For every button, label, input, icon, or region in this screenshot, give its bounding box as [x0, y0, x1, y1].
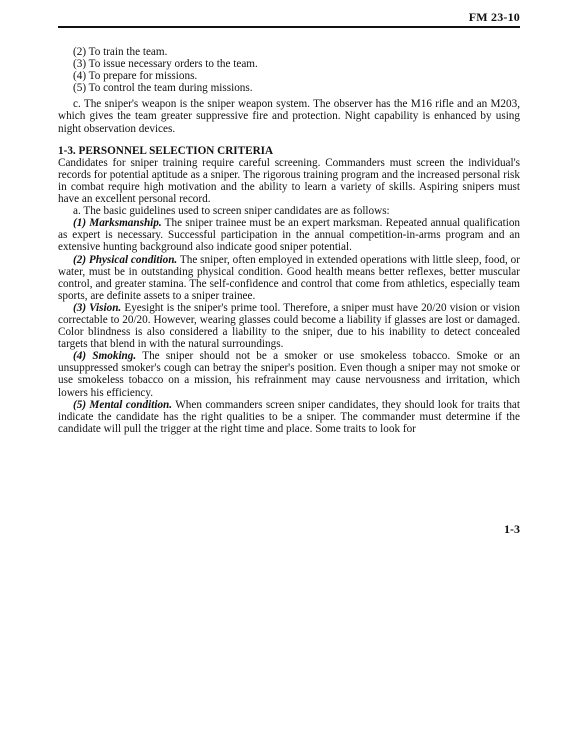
list-item: (3) To issue necessary orders to the team. [73, 58, 258, 71]
page-number: 1-3 [504, 522, 520, 536]
criteria-item-marksmanship [58, 217, 520, 253]
criteria-label: (3) Vision. [73, 301, 122, 314]
criteria-label: (1) Marksmanship. [73, 217, 162, 230]
criteria-item-vision [58, 302, 520, 350]
criteria-label: (5) Mental condition. [73, 398, 173, 411]
list-item: (5) To control the team during missions. [73, 82, 253, 95]
section-heading: 1-3. PERSONNEL SELECTION CRITERIA [58, 144, 274, 157]
criteria-text: The sniper should not be a smoker or use smokeless tobacco. Smoke or an unsuppressed smoker's cough can betray the sniper's position. Even though a sniper may not smoke or use smokeless tobacco on a mission, his refrainment may cause nervousness and irritation, which lowers his efficiency. [58, 350, 520, 399]
criteria-text: Eyesight is the sniper's prime tool. Therefore, a sniper must have 20/20 vision or vision correctable to 20/20. However, wearing glasses could become a liability if glasses are lost or damaged. Color blindness is also considered a liability to the sniper, due to his inability to detect concealed targets that blend in with the natural surroundings. [58, 301, 520, 351]
criteria-text: The sniper, often employed in extended operations with little sleep, food, or water, must be in outstanding physical condition. Good health means better reflexes, better muscular control, and greater stamina. The self-confidence and control that come from athletics, especially team sports, are definite assets to a sniper trainee. [58, 253, 520, 302]
criteria-text: When commanders screen sniper candidates, they should look for traits that indicate the candidate has the right qualities to be a sniper. The commander must determine if the candidate will pull the trigger at the right time and place. Some traits to look for [58, 398, 520, 435]
criteria-item-physical-condition [58, 254, 520, 302]
paragraph-a: a. The basic guidelines used to screen sniper candidates are as follows: [73, 205, 390, 218]
page-header [58, 6, 520, 28]
criteria-label: (2) Physical condition. [73, 253, 178, 266]
section-intro: Candidates for sniper training require careful screening. Commanders must screen the individual's records for potential aptitude as a sniper. The rigorous training program and the increased personal risk in combat require high motivation and the ability to learn a variety of skills. Aspiring snipers must have an excellent personal record. [58, 156, 520, 206]
document-code: FM 23-10 [468, 10, 520, 24]
document-page [58, 6, 521, 536]
list-item: (2) To train the team. [73, 46, 168, 58]
criteria-text: The sniper trainee must be an expert marksman. Repeated annual qualification as expert is necessary. Successful participation in the annual competition-in-arms program and an extensive hunting background also indicate good sniper potential. [58, 217, 521, 254]
list-item: (4) To prepare for missions. [73, 70, 198, 83]
criteria-item-mental-condition [58, 399, 520, 435]
criteria-label: (4) Smoking. [73, 350, 137, 363]
paragraph-c: c. The sniper's weapon is the sniper weapon system. The observer has the M16 rifle and an M203, which gives the team greater suppressive fire and protection. Night capability is enhanced by using night observation devices. [58, 98, 520, 135]
criteria-item-smoking [58, 350, 520, 398]
page-body [58, 46, 520, 435]
